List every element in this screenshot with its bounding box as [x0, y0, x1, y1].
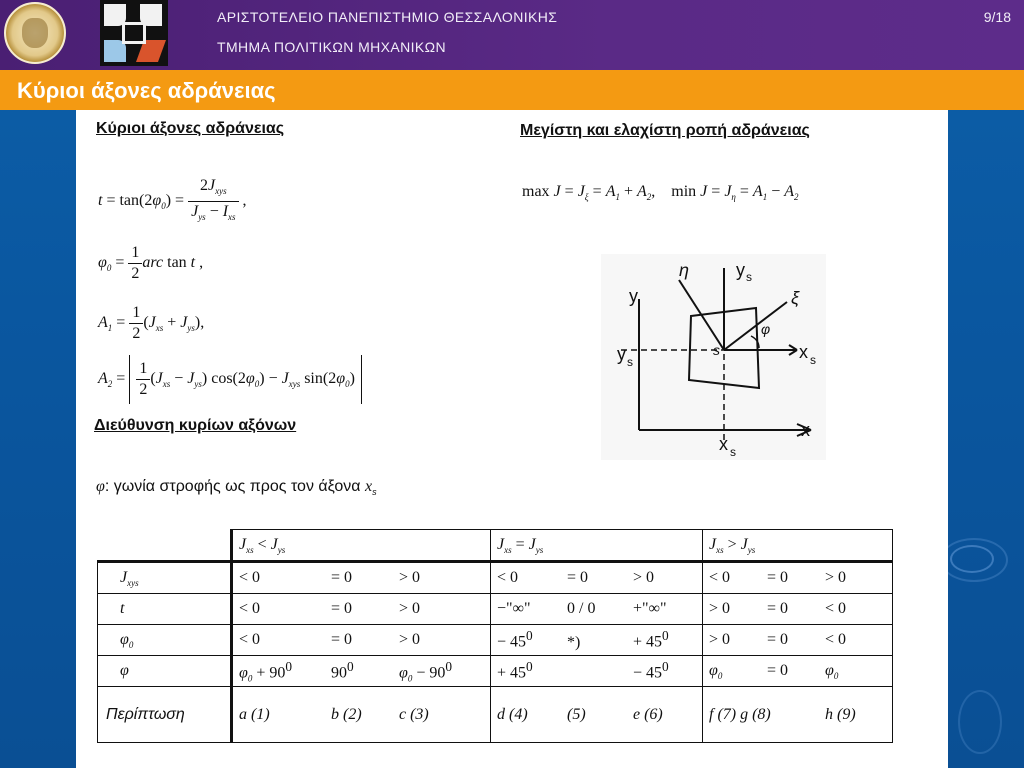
university-name: ΑΡΙΣΤΟΤΕΛΕΙΟ ΠΑΝΕΠΙΣΤΗΜΙΟ ΘΕΣΣΑΛΟΝΙΚΗΣ — [217, 9, 558, 25]
table-cell: φ — [98, 656, 232, 687]
table-cell: < 0 = 0 > 0 — [232, 625, 491, 656]
diag-label-ys: y — [736, 260, 745, 280]
ripple-decoration — [940, 538, 1008, 582]
table-cell: > 0 = 0 < 0 — [703, 625, 893, 656]
phi-description: φ: γωνία στροφής ως προς τον άξονα $x_s$ — [96, 478, 377, 497]
diag-sub-s4: s — [730, 445, 736, 459]
table-cell: f (7) g (8) h (9) — [703, 687, 893, 743]
table-cell: −"∞" 0 / 0 +"∞" — [491, 594, 703, 625]
table-cell: a (1) b (2) c (3) — [232, 687, 491, 743]
table-cell: < 0 = 0 > 0 — [232, 562, 491, 594]
table-row — [98, 656, 893, 687]
diag-label-x: x — [801, 420, 810, 440]
heading-max-min: Μεγίστη και ελαχίστη ροπή αδράνειας — [520, 122, 810, 139]
slide-title: Κύριοι άξονες αδράνειας — [17, 78, 276, 103]
table-header-row — [98, 530, 893, 562]
table-cell: $J_{xys}$ — [98, 562, 232, 594]
diag-label-xs: x — [799, 342, 808, 362]
diag-sub-s3: s — [810, 353, 816, 367]
table-cell: $J_{xs} = J_{ys}$ — [491, 530, 703, 562]
table-row — [98, 687, 893, 743]
table-cell: $\varphi_0 + 90^0$ $90^0$ $\varphi_0 - 90^0$ — [232, 656, 491, 687]
table-cell: d (4) (5) e (6) — [491, 687, 703, 743]
table-cell: $J_{xs} > J_{ys}$ — [703, 530, 893, 562]
diag-label-eta: η — [679, 260, 689, 280]
principal-axes-table — [97, 529, 893, 743]
formula-a2: $A_2$ = $\frac{1}{2}$ $(J_{xs} - J_{ys}) \cos(2\varphi_0) - J_{xys}$ $\sin(2\varphi_0)$ — [98, 355, 362, 404]
ripple-decoration — [958, 690, 1002, 754]
table-cell: < 0 = 0 > 0 — [703, 562, 893, 594]
heading-direction: Διεύθυνση κυρίων αξόνων — [94, 417, 297, 434]
table-cell: > 0 = 0 < 0 — [703, 594, 893, 625]
table-row — [98, 625, 893, 656]
principal-axes-diagram — [601, 254, 826, 460]
department-name: ΤΜΗΜΑ ΠΟΛΙΤΙΚΩΝ ΜΗΧΑΝΙΚΩΝ — [217, 39, 447, 55]
diag-label-y: y — [629, 286, 638, 306]
page-number: 9/18 — [983, 9, 1011, 25]
diag-label-s: s — [713, 342, 720, 358]
table-cell: − $45^0$ *) + $45^0$ — [491, 625, 703, 656]
formula-a1: $A_1$ = $\frac{1}{2}$ $(J_{xs} + J_{ys})$, — [98, 304, 205, 342]
formula-max-min: $\max J = J_\xi = A_1 + A_2$, $\min J = J_\eta = A_1 - A_2$ — [522, 183, 799, 202]
table-row — [98, 562, 893, 594]
heading-principal-axes: Κύριοι άξονες αδράνειας — [96, 120, 285, 137]
diag-sub-s2: s — [627, 355, 633, 369]
formula-phi0: $\varphi_0$ = $\frac{1}{2}$ arc tan t , — [98, 244, 204, 282]
department-logo — [100, 0, 168, 66]
diag-label-ybar: y — [617, 344, 626, 364]
diag-label-xbar: x — [719, 434, 728, 454]
table-cell: + $45^0 - 45^0$ — [491, 656, 703, 687]
table-cell: Περίπτωση — [98, 687, 232, 743]
diag-sub-s1: s — [746, 270, 752, 284]
university-seal-logo — [4, 2, 66, 64]
diag-label-phi: φ — [761, 321, 771, 337]
table-row — [98, 594, 893, 625]
table-cell: < 0 = 0 > 0 — [232, 594, 491, 625]
diag-label-xi: ξ — [791, 288, 800, 308]
table-cell: < 0 = 0 > 0 — [491, 562, 703, 594]
table-cell: $\varphi_0 = 0$ $\varphi_0$ — [703, 656, 893, 687]
table-cell: t — [98, 594, 232, 625]
table-cell: $\varphi_0$ — [98, 625, 232, 656]
formula-t: $t = \tan(2\varphi_0)$ = $\frac{2J_{xys}}{J_{ys} - I_{xs}}$ , — [98, 177, 247, 222]
table-cell: $J_{xs} < J_{ys}$ — [232, 530, 491, 562]
